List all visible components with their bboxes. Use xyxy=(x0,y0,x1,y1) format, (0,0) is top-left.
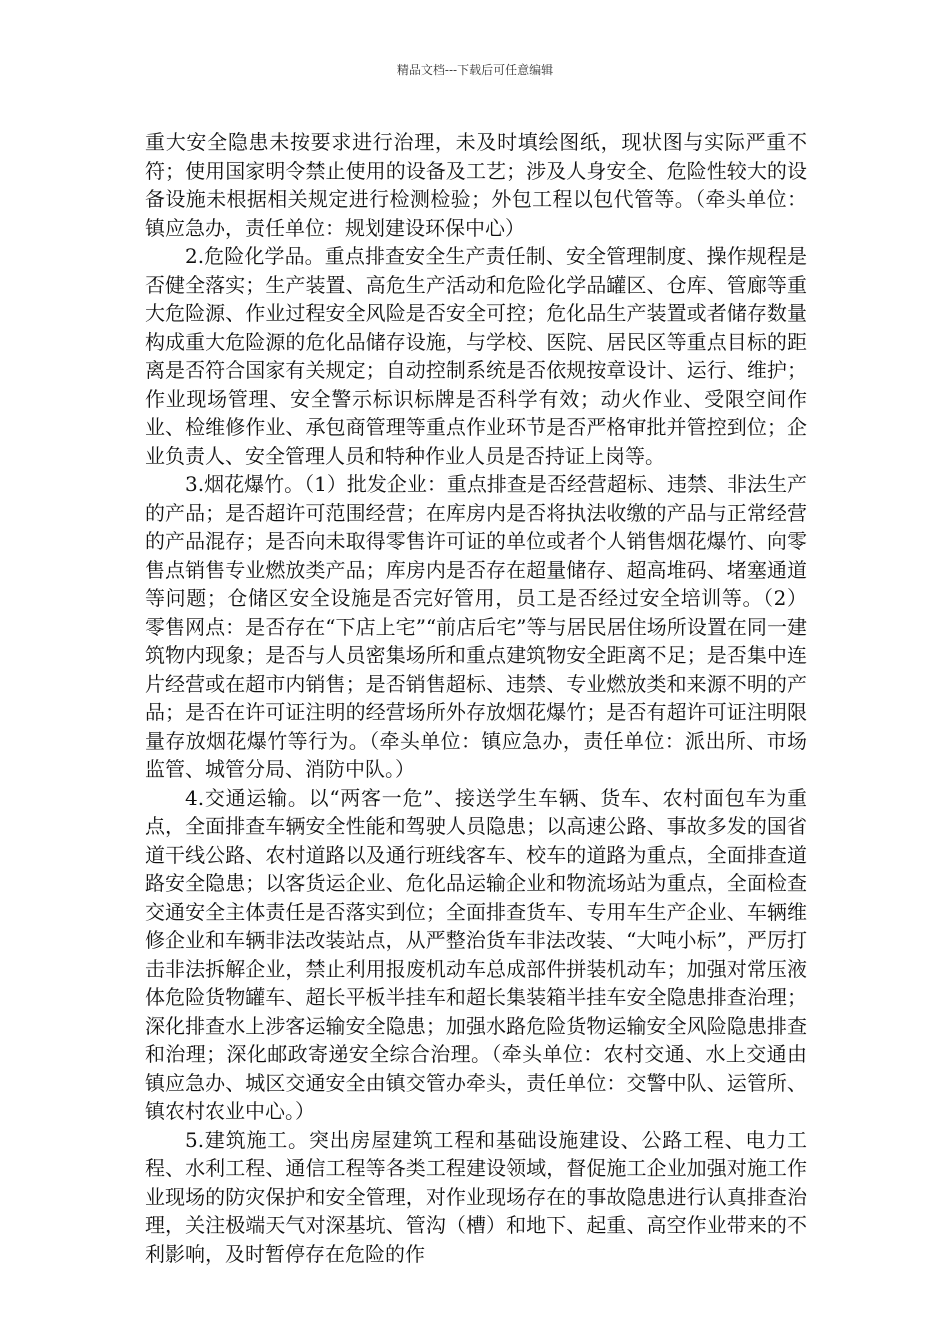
paragraph-hazardous-chemicals: 2.危险化学品。重点排查安全生产责任制、安全管理制度、操作规程是否健全落实；生产装置、高危生产活动和危险化学品罐区、仓库、管廊等重大危险源、作业过程安全风险是否安全可控；危化品生产装置或者储存数量构成重大危险源的危化品储存设施，与学校、医院、居民区等重点目标的距离是否符合国家有关规定；自动控制系统是否依规按章设计、运行、维护；作业现场管理、安全警示标识标牌是否科学有效；动火作业、受限空间作业、检维修作业、承包商管理等重点作业环节是否严格审批并管控到位；企业负责人、安全管理人员和特种作业人员是否持证上岗等。 xyxy=(145,244,807,468)
paragraph-construction: 5.建筑施工。突出房屋建筑工程和基础设施建设、公路工程、电力工程、水利工程、通信工程等各类工程建设领域，督促施工企业加强对施工作业现场的防灾保护和安全管理，对作业现场存在的事故隐患进行认真排查治理，关注极端天气对深基坑、管沟（槽）和地下、起重、高空作业带来的不利影响，及时暂停存在危险的作 xyxy=(145,1127,807,1266)
document-body xyxy=(145,128,807,1268)
paragraph-1: 重大安全隐患未按要求进行治理，未及时填绘图纸，现状图与实际严重不符；使用国家明令禁止使用的设备及工艺；涉及人身安全、危险性较大的设备设施未根据相关规定进行检测检验；外包工程以包代管等。（牵头单位：镇应急办，责任单位：规划建设环保中心） xyxy=(145,130,807,240)
paragraph-fireworks: 3.烟花爆竹。（1）批发企业：重点排查是否经营超标、违禁、非法生产的产品；是否超许可范围经营；在库房内是否将执法收缴的产品与正常经营的产品混存；是否向未取得零售许可证的单位或者个人销售烟花爆竹、向零售点销售专业燃放类产品；库房内是否存在超量储存、超高堆码、堵塞通道等问题；仓储区安全设施是否完好管用，员工是否经过安全培训等。（2）零售网点：是否存在“下店上宅”“前店后宅”等与居民居住场所设置在同一建筑物内现象；是否与人员密集场所和重点建筑物安全距离不足；是否集中连片经营或在超市内销售；是否销售超标、违禁、专业燃放类和来源不明的产品；是否在许可证注明的经营场所外存放烟花爆竹；是否有超许可证注明限量存放烟花爆竹等行为。（牵头单位：镇应急办，责任单位：派出所、市场监管、城管分局、消防中队。） xyxy=(145,472,807,781)
paragraph-transportation: 4.交通运输。以“两客一危”、接送学生车辆、货车、农村面包车为重点，全面排查车辆安全性能和驾驶人员隐患；以高速公路、事故多发的国省道干线公路、农村道路以及通行班线客车、校车的道路为重点，全面排查道路安全隐患；以客货运企业、危化品运输企业和物流场站为重点，全面检查交通安全主体责任是否落实到位；全面排查货车、专用车生产企业、车辆维修企业和车辆非法改装站点，从严整治货车非法改装、“大吨小标”，严厉打击非法拆解企业，禁止利用报废机动车总成部件拼装机动车；加强对常压液体危险货物罐车、超长平板半挂车和超长集装箱半挂车安全隐患排查治理；深化排查水上涉客运输安全隐患；加强水路危险货物运输安全风险隐患排查和治理；深化邮政寄递安全综合治理。（牵头单位：农村交通、水上交通由镇应急办、城区交通安全由镇交管办牵头，责任单位：交警中队、运管所、镇农村农业中心。） xyxy=(145,785,807,1123)
page-header: 精品文档---下载后可任意编辑 xyxy=(396,63,554,77)
